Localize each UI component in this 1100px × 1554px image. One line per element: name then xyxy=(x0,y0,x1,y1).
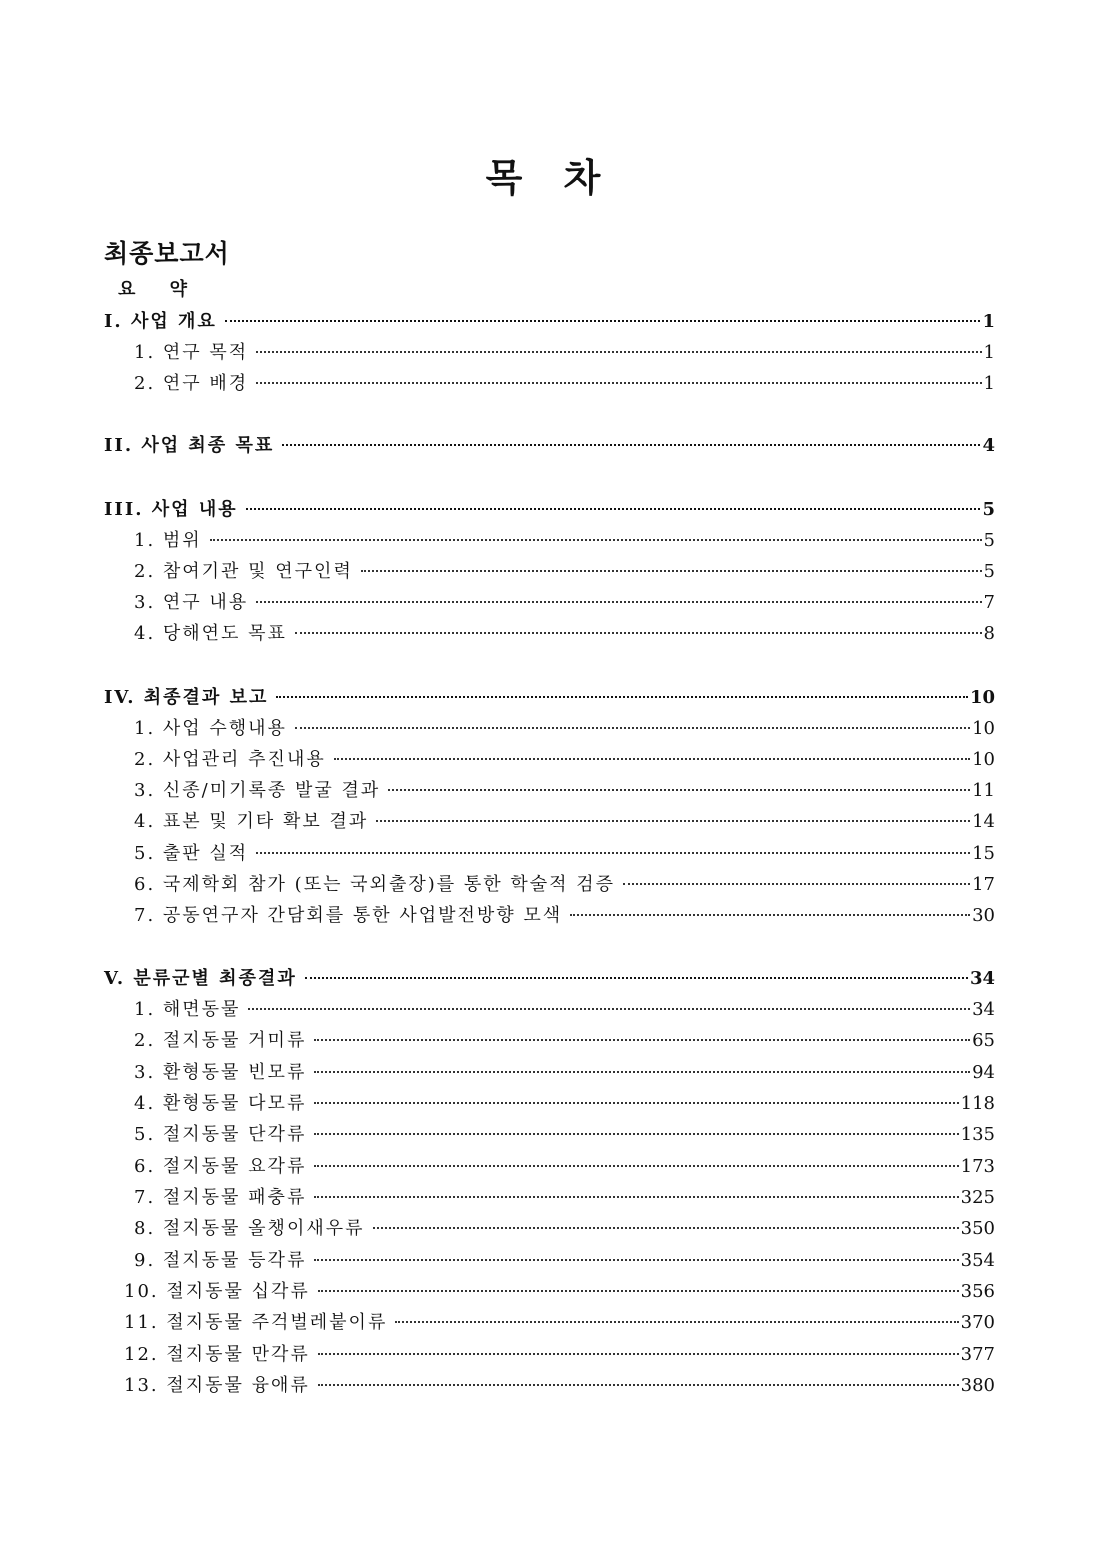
toc-section-row xyxy=(104,308,995,336)
toc-leader-dots xyxy=(376,820,970,822)
toc-leader-dots xyxy=(305,977,968,979)
toc-item-row xyxy=(134,558,995,586)
toc-item-row xyxy=(134,1247,995,1275)
toc-page-number: 1 xyxy=(983,342,995,363)
toc-item-row xyxy=(134,746,995,774)
toc-page-number: 4 xyxy=(982,435,995,456)
toc-item-row xyxy=(134,715,995,743)
toc-item-row xyxy=(134,527,995,555)
toc-page-number: 34 xyxy=(972,999,995,1020)
toc-item-row xyxy=(124,1278,995,1306)
toc-item-row xyxy=(134,1059,995,1087)
toc-item-label: 2. 참여기관 및 연구인력 xyxy=(134,561,353,582)
toc-page-number: 14 xyxy=(972,811,995,832)
toc-leader-dots xyxy=(256,351,981,353)
toc-item-row xyxy=(134,1184,995,1212)
toc-section-label: I. 사업 개요 xyxy=(104,311,217,332)
toc-section-label: IV. 최종결과 보고 xyxy=(104,687,269,708)
toc-page-number: 10 xyxy=(972,718,995,739)
toc-item-label: 1. 연구 목적 xyxy=(134,342,249,363)
toc-leader-dots xyxy=(314,1165,958,1167)
toc-item-label: 11. 절지동물 주걱벌레붙이류 xyxy=(124,1312,388,1333)
toc-section-label: II. 사업 최종 목표 xyxy=(104,435,275,456)
toc-section-row xyxy=(104,432,995,460)
toc-page-number: 10 xyxy=(972,749,995,770)
toc-leader-dots xyxy=(225,320,981,322)
toc-item-label: 10. 절지동물 십각류 xyxy=(124,1281,310,1302)
toc-item-label: 9. 절지동물 등각류 xyxy=(134,1250,307,1271)
toc-item-row xyxy=(134,620,995,648)
toc-item-label: 6. 국제학회 참가 (또는 국외출장)를 통한 학술적 검증 xyxy=(134,874,616,895)
toc-page-number: 118 xyxy=(960,1093,995,1114)
toc-item-row xyxy=(134,871,995,899)
toc-leader-dots xyxy=(295,727,970,729)
toc-page-number: 65 xyxy=(972,1030,995,1051)
summary-label: 요 약 xyxy=(118,279,202,300)
toc-page-number: 354 xyxy=(960,1250,995,1271)
toc-leader-dots xyxy=(295,632,982,634)
toc-item-row xyxy=(134,589,995,617)
toc-leader-dots xyxy=(318,1290,959,1292)
toc-leader-dots xyxy=(314,1196,958,1198)
toc-leader-dots xyxy=(246,508,981,510)
toc-section-row xyxy=(104,684,995,712)
toc-page-number: 34 xyxy=(969,968,995,989)
toc-leader-dots xyxy=(570,914,970,916)
toc-item-label: 4. 당해연도 목표 xyxy=(134,623,287,644)
toc-item-row xyxy=(134,840,995,868)
toc-item-label: 12. 절지동물 만각류 xyxy=(124,1344,310,1365)
toc-leader-dots xyxy=(248,1008,970,1010)
toc-section-row xyxy=(104,965,995,993)
toc-page-number: 7 xyxy=(983,592,995,613)
toc-item-label: 2. 사업관리 추진내용 xyxy=(134,749,326,770)
toc-section-row xyxy=(104,496,995,524)
toc-page-number: 17 xyxy=(972,874,995,895)
toc-item-label: 8. 절지동물 올챙이새우류 xyxy=(134,1218,365,1239)
toc-item-label: 3. 신종/미기록종 발굴 결과 xyxy=(134,780,381,801)
toc-item-row xyxy=(134,339,995,367)
toc-leader-dots xyxy=(334,758,970,760)
toc-page-number: 356 xyxy=(960,1281,995,1302)
toc-item-label: 1. 사업 수행내용 xyxy=(134,718,287,739)
toc-leader-dots xyxy=(276,696,968,698)
toc-page-number: 94 xyxy=(972,1062,995,1083)
toc-page-number: 1 xyxy=(982,311,995,332)
toc-page-number: 5 xyxy=(983,530,995,551)
toc-leader-dots xyxy=(314,1133,958,1135)
toc-leader-dots xyxy=(256,852,970,854)
toc-page-number: 1 xyxy=(983,373,995,394)
toc-item-row xyxy=(134,996,995,1024)
toc-item-label: 1. 범위 xyxy=(134,530,202,551)
toc-item-label: 5. 절지동물 단각류 xyxy=(134,1124,307,1145)
toc-item-row xyxy=(124,1341,995,1369)
toc-page-number: 11 xyxy=(972,780,995,801)
toc-leader-dots xyxy=(256,382,981,384)
toc-item-row xyxy=(134,1153,995,1181)
toc-page-number: 135 xyxy=(960,1124,995,1145)
toc-page-number: 380 xyxy=(960,1375,995,1396)
toc-leader-dots xyxy=(210,539,982,541)
toc-item-row xyxy=(134,1121,995,1149)
report-title: 최종보고서 xyxy=(104,239,230,268)
toc-item-label: 6. 절지동물 요각류 xyxy=(134,1156,307,1177)
toc-page-number: 350 xyxy=(960,1218,995,1239)
toc-leader-dots xyxy=(256,601,981,603)
toc-page-number: 370 xyxy=(960,1312,995,1333)
toc-item-row xyxy=(134,902,995,930)
toc-leader-dots xyxy=(373,1227,959,1229)
toc-item-label: 1. 해면동물 xyxy=(134,999,241,1020)
toc-item-row xyxy=(134,1027,995,1055)
toc-item-label: 4. 환형동물 다모류 xyxy=(134,1093,307,1114)
toc-item-label: 2. 절지동물 거미류 xyxy=(134,1030,307,1051)
toc-leader-dots xyxy=(314,1071,970,1073)
toc-leader-dots xyxy=(318,1384,959,1386)
toc-item-row xyxy=(124,1372,995,1400)
toc-item-row xyxy=(134,1215,995,1243)
toc-item-label: 7. 절지동물 패충류 xyxy=(134,1187,307,1208)
toc-page-number: 8 xyxy=(983,623,995,644)
toc-leader-dots xyxy=(361,570,982,572)
toc-page-number: 5 xyxy=(982,499,995,520)
toc-leader-dots xyxy=(314,1039,970,1041)
page-title: 목 차 xyxy=(485,155,615,200)
toc-item-label: 5. 출판 실적 xyxy=(134,843,249,864)
toc-item-row xyxy=(134,1090,995,1118)
toc-leader-dots xyxy=(623,883,970,885)
toc-leader-dots xyxy=(314,1259,958,1261)
toc-item-label: 3. 연구 내용 xyxy=(134,592,249,613)
toc-item-label: 4. 표본 및 기타 확보 결과 xyxy=(134,811,369,832)
toc-item-label: 3. 환형동물 빈모류 xyxy=(134,1062,307,1083)
toc-leader-dots xyxy=(388,789,970,791)
toc-item-row xyxy=(134,777,995,805)
toc-page-number: 10 xyxy=(969,687,995,708)
toc-item-row xyxy=(124,1309,995,1337)
toc-section-label: V. 분류군별 최종결과 xyxy=(104,968,297,989)
toc-item-row xyxy=(134,370,995,398)
toc-page-number: 30 xyxy=(972,905,995,926)
toc-item-label: 2. 연구 배경 xyxy=(134,373,249,394)
toc-section-label: III. 사업 내용 xyxy=(104,499,238,520)
toc-page-number: 325 xyxy=(960,1187,995,1208)
toc-leader-dots xyxy=(314,1102,958,1104)
toc-page-number: 5 xyxy=(983,561,995,582)
toc-leader-dots xyxy=(318,1353,959,1355)
toc-page-number: 173 xyxy=(960,1156,995,1177)
toc-leader-dots xyxy=(282,444,980,446)
toc-page-number: 15 xyxy=(972,843,995,864)
toc-page-number: 377 xyxy=(960,1344,995,1365)
toc-item-label: 13. 절지동물 융애류 xyxy=(124,1375,310,1396)
toc-item-row xyxy=(134,808,995,836)
toc-leader-dots xyxy=(395,1321,958,1323)
toc-item-label: 7. 공동연구자 간담회를 통한 사업발전방향 모색 xyxy=(134,905,563,926)
